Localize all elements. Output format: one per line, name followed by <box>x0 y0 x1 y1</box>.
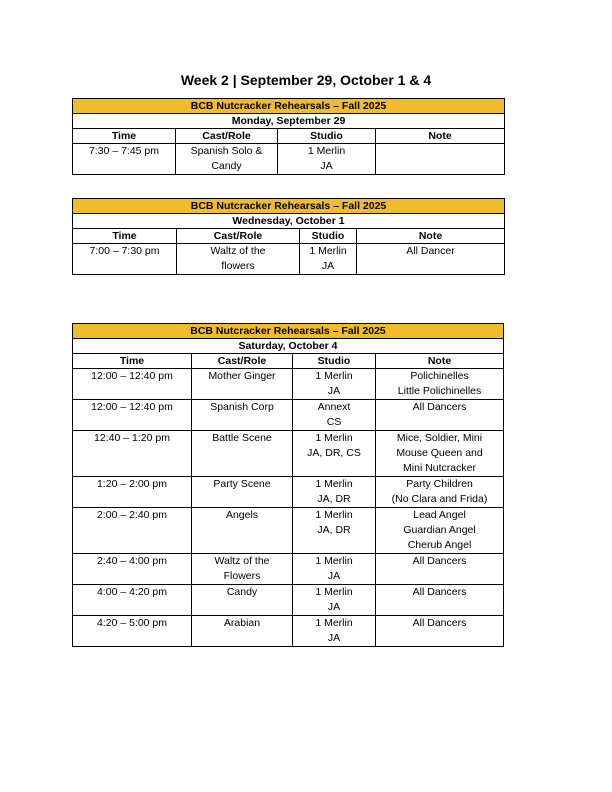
table-row <box>73 585 504 616</box>
table-row <box>73 144 505 175</box>
table-row <box>73 431 504 477</box>
note-cell <box>376 508 504 554</box>
column-header: Studio <box>293 354 376 369</box>
schedule-table <box>72 323 504 647</box>
role-cell <box>192 616 293 647</box>
time-cell: 2:40 – 4:00 pm <box>73 554 192 585</box>
table-day-heading: Wednesday, October 1 <box>73 214 505 229</box>
studio-cell-line: 1 Merlin <box>315 617 353 629</box>
studio-cell <box>278 144 376 175</box>
column-header: Note <box>357 229 505 244</box>
column-header: Studio <box>300 229 357 244</box>
studio-cell <box>293 400 376 431</box>
role-cell <box>192 400 293 431</box>
studio-cell-line: JA <box>327 570 341 582</box>
role-cell <box>192 477 293 508</box>
note-cell-line: Mice, Soldier, Mini <box>396 432 483 444</box>
table-row <box>73 616 504 647</box>
studio-cell-line: JA, DR <box>317 524 351 536</box>
role-cell-line: Spanish Corp <box>210 401 274 413</box>
schedule-table <box>72 198 505 275</box>
studio-cell <box>300 244 357 275</box>
studio-cell <box>293 477 376 508</box>
role-cell-line: Spanish Solo & <box>190 145 263 157</box>
note-cell-line: Mini Nutcracker <box>403 462 476 474</box>
note-cell <box>376 369 504 400</box>
table-row <box>73 477 504 508</box>
role-cell-line: Party Scene <box>213 478 271 490</box>
time-cell: 2:00 – 2:40 pm <box>73 508 192 554</box>
studio-cell-line: 1 Merlin <box>315 509 353 521</box>
table-row <box>73 554 504 585</box>
studio-cell-line: 1 Merlin <box>315 432 353 444</box>
note-cell <box>376 400 504 431</box>
table-row <box>73 400 504 431</box>
studio-cell-line: 1 Merlin <box>315 478 353 490</box>
note-cell <box>376 477 504 508</box>
table-row <box>73 244 505 275</box>
table-banner-row <box>73 99 505 114</box>
role-cell <box>192 585 293 616</box>
studio-cell-line: JA <box>327 385 341 397</box>
role-cell-line: Mother Ginger <box>208 370 276 382</box>
role-cell-line: Battle Scene <box>212 432 272 444</box>
note-cell <box>357 244 505 275</box>
role-cell <box>192 369 293 400</box>
note-cell-line: All Dancers <box>412 617 467 629</box>
table-day-heading: Saturday, October 4 <box>73 339 504 354</box>
studio-cell-line: 1 Merlin <box>309 245 347 257</box>
column-header: Note <box>376 354 504 369</box>
role-cell-line: Arabian <box>223 617 261 629</box>
note-cell-line: (No Clara and Frida) <box>391 493 488 505</box>
studio-cell-line: JA <box>327 601 341 613</box>
note-cell-line: All Dancers <box>412 401 467 413</box>
column-header: Time <box>73 354 192 369</box>
note-cell <box>376 554 504 585</box>
column-header: Note <box>376 129 505 144</box>
note-cell-line: All Dancer <box>406 245 455 257</box>
note-cell-line: All Dancers <box>412 586 467 598</box>
note-cell <box>376 616 504 647</box>
role-cell <box>177 244 300 275</box>
role-cell-line: Flowers <box>223 570 261 582</box>
note-cell-line: Cherub Angel <box>407 539 472 551</box>
time-cell: 7:30 – 7:45 pm <box>73 144 176 175</box>
schedule-table <box>72 98 505 175</box>
table-day-row <box>73 339 504 354</box>
table-banner: BCB Nutcracker Rehearsals – Fall 2025 <box>73 199 505 214</box>
studio-cell-line: JA <box>320 160 333 172</box>
note-cell-line: Little Polichinelles <box>397 385 482 397</box>
studio-cell-line: 1 Merlin <box>315 555 353 567</box>
table-day-row <box>73 114 505 129</box>
time-cell: 4:00 – 4:20 pm <box>73 585 192 616</box>
column-header-row <box>73 229 505 244</box>
table-banner-row <box>73 199 505 214</box>
table-row <box>73 369 504 400</box>
studio-cell-line: Annext <box>317 401 351 413</box>
role-cell-line: Waltz of the <box>210 245 266 257</box>
role-cell-line: Angels <box>225 509 259 521</box>
studio-cell <box>293 554 376 585</box>
note-cell-line: Guardian Angel <box>403 524 476 536</box>
role-cell <box>192 508 293 554</box>
studio-cell-line: JA <box>327 632 341 644</box>
time-cell: 12:00 – 12:40 pm <box>73 369 192 400</box>
time-cell: 12:40 – 1:20 pm <box>73 431 192 477</box>
studio-cell-line: JA <box>321 260 335 272</box>
note-cell <box>376 431 504 477</box>
studio-cell-line: JA, DR <box>317 493 351 505</box>
role-cell-line: Candy <box>226 586 258 598</box>
table-row <box>73 508 504 554</box>
column-header: Cast/Role <box>177 229 300 244</box>
note-cell-line: Party Children <box>406 478 473 490</box>
studio-cell-line: CS <box>326 416 342 428</box>
column-header: Studio <box>278 129 376 144</box>
time-cell: 12:00 – 12:40 pm <box>73 400 192 431</box>
time-cell: 7:00 – 7:30 pm <box>73 244 177 275</box>
note-cell <box>376 144 505 175</box>
studio-cell <box>293 616 376 647</box>
studio-cell-line: JA, DR, CS <box>307 447 361 459</box>
studio-cell <box>293 369 376 400</box>
column-header: Cast/Role <box>192 354 293 369</box>
column-header-row <box>73 354 504 369</box>
role-cell-line: flowers <box>221 260 255 272</box>
column-header: Time <box>73 229 177 244</box>
studio-cell <box>293 508 376 554</box>
studio-cell-line: 1 Merlin <box>307 145 346 157</box>
table-day-heading: Monday, September 29 <box>73 114 505 129</box>
time-cell: 4:20 – 5:00 pm <box>73 616 192 647</box>
note-cell-line: Lead Angel <box>413 509 466 521</box>
table-banner: BCB Nutcracker Rehearsals – Fall 2025 <box>73 99 505 114</box>
studio-cell <box>293 431 376 477</box>
role-cell <box>176 144 278 175</box>
column-header: Cast/Role <box>176 129 278 144</box>
role-cell-line: Waltz of the <box>214 555 270 567</box>
studio-cell-line: 1 Merlin <box>315 586 353 598</box>
note-cell-line: Mouse Queen and <box>396 447 483 459</box>
note-cell <box>376 585 504 616</box>
role-cell-line: Candy <box>211 160 242 172</box>
role-cell <box>192 431 293 477</box>
note-cell-line: Polichinelles <box>410 370 469 382</box>
note-cell-line: All Dancers <box>412 555 467 567</box>
column-header: Time <box>73 129 176 144</box>
table-day-row <box>73 214 505 229</box>
column-header-row <box>73 129 505 144</box>
studio-cell <box>293 585 376 616</box>
page-title: Week 2 | September 29, October 1 & 4 <box>180 72 432 88</box>
table-banner: BCB Nutcracker Rehearsals – Fall 2025 <box>73 324 504 339</box>
time-cell: 1:20 – 2:00 pm <box>73 477 192 508</box>
table-banner-row <box>73 324 504 339</box>
role-cell <box>192 554 293 585</box>
studio-cell-line: 1 Merlin <box>315 370 353 382</box>
